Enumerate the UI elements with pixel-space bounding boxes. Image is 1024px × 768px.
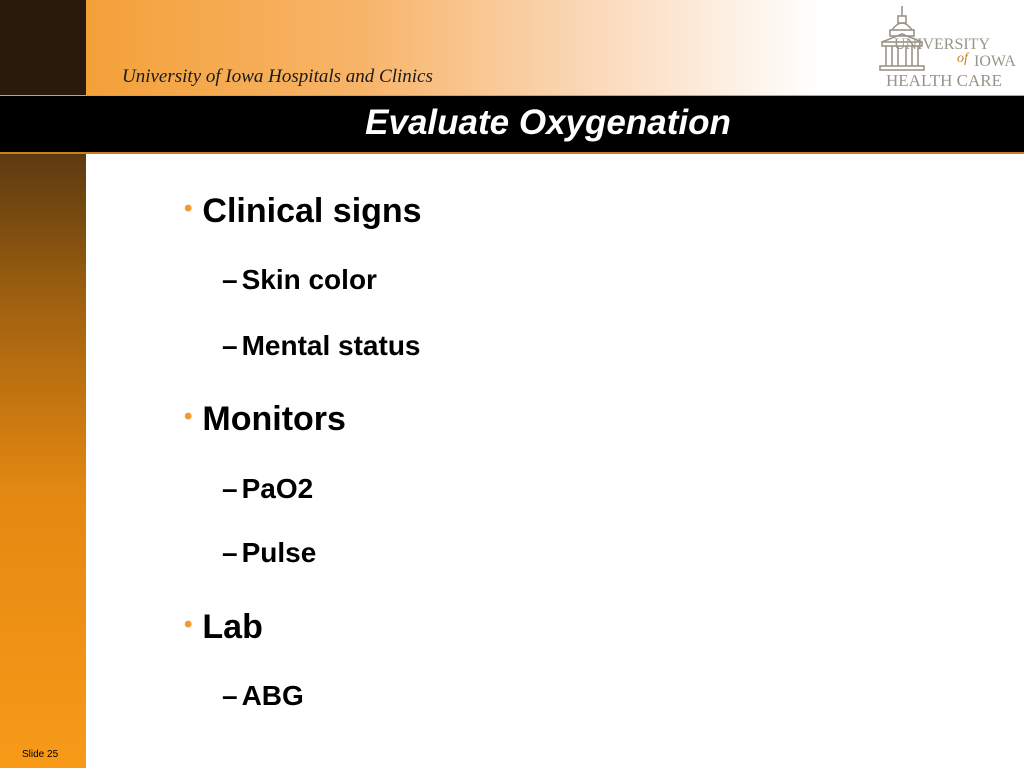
slide-title: Evaluate Oxygenation bbox=[365, 103, 731, 142]
dash-icon: – bbox=[222, 330, 238, 361]
logo-line-university: UNIVERSITY bbox=[894, 36, 990, 53]
sub-bullet-text: Pulse bbox=[241, 537, 317, 568]
sub-bullet-text: Mental status bbox=[241, 330, 421, 361]
sub-bullet-item bbox=[222, 537, 316, 569]
bullet-text: Lab bbox=[202, 608, 263, 646]
sub-bullet-text: PaO2 bbox=[241, 473, 314, 504]
sub-bullet-text: ABG bbox=[241, 680, 304, 711]
bullet-item bbox=[184, 192, 422, 231]
sub-bullet-item bbox=[222, 473, 313, 505]
sub-bullet-text: Skin color bbox=[241, 264, 377, 295]
sub-bullet-item bbox=[222, 330, 421, 362]
logo-line-iowa: IOWA bbox=[974, 53, 1016, 70]
sub-bullet-item bbox=[222, 680, 304, 712]
bullet-item bbox=[184, 608, 263, 647]
dash-icon: – bbox=[222, 537, 238, 568]
bullet-icon: • bbox=[184, 195, 193, 222]
bullet-icon: • bbox=[184, 403, 193, 430]
bullet-item bbox=[184, 400, 346, 439]
slide-number: Slide 25 bbox=[22, 749, 59, 760]
dash-icon: – bbox=[222, 680, 238, 711]
bullet-icon: • bbox=[184, 611, 193, 638]
logo-line-of: of bbox=[957, 51, 968, 66]
sub-bullet-item bbox=[222, 264, 377, 296]
logo-line-health-care: HEALTH CARE bbox=[886, 71, 1003, 90]
bullet-text: Clinical signs bbox=[202, 192, 422, 230]
dash-icon: – bbox=[222, 473, 238, 504]
organization-name: University of Iowa Hospitals and Clinics bbox=[122, 66, 433, 87]
dash-icon: – bbox=[222, 264, 238, 295]
bullet-text: Monitors bbox=[202, 400, 346, 438]
